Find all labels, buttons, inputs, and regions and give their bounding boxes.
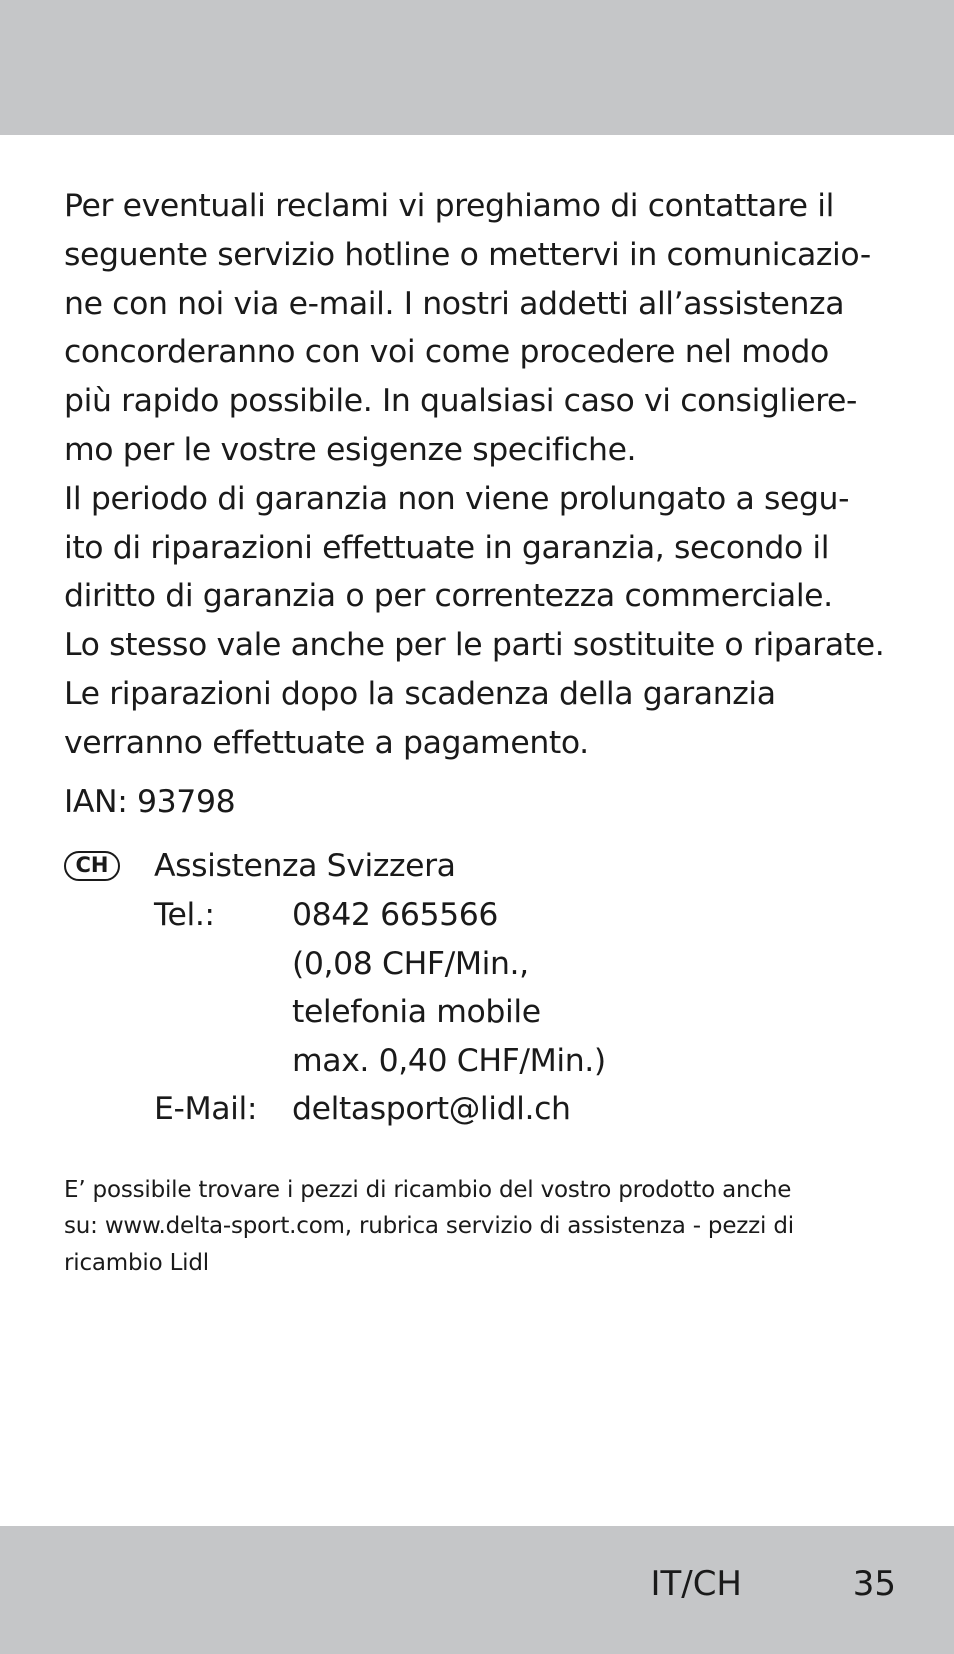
spare-parts-note: [64, 1172, 894, 1282]
email-address: deltasport@lidl.ch: [292, 1091, 571, 1128]
ian-number: IAN: 93798: [64, 783, 236, 820]
complaints-paragraph: [64, 182, 894, 475]
note-line: ricambio Lidl: [64, 1249, 209, 1276]
warranty-paragraph: [64, 475, 894, 768]
page-content: [64, 182, 894, 1304]
text-line: ne con noi via e-mail. I nostri addetti all’assistenza: [64, 285, 845, 322]
text-line: verranno effettuate a pagamento.: [64, 724, 589, 761]
footer-band: [0, 1526, 954, 1654]
tel-detail: (0,08 CHF/Min.,: [292, 945, 529, 982]
tel-detail-row: [64, 1037, 894, 1086]
tel-detail-row: [64, 988, 894, 1037]
tel-label: Tel.:: [154, 896, 215, 933]
tel-detail-row: [64, 940, 894, 989]
text-line: Lo stesso vale anche per le parti sostituite o riparate.: [64, 627, 885, 664]
header-band: [0, 0, 954, 135]
page-number: 35: [852, 1564, 896, 1604]
tel-detail: max. 0,40 CHF/Min.): [292, 1042, 606, 1079]
service-contact: [64, 842, 894, 1134]
footer-language: IT/CH: [650, 1564, 742, 1604]
text-line: diritto di garanzia o per correntezza commerciale.: [64, 578, 833, 615]
contact-title: Assistenza Svizzera: [154, 848, 456, 885]
text-line: più rapido possibile. In qualsiasi caso vi consigliere-: [64, 383, 858, 420]
note-line: su: www.delta-sport.com, rubrica servizio di assistenza - pezzi di: [64, 1213, 794, 1240]
text-line: mo per le vostre esigenze specifiche.: [64, 431, 637, 468]
note-line: E’ possibile trovare i pezzi di ricambio del vostro prodotto anche: [64, 1176, 792, 1203]
email-row: [64, 1085, 894, 1134]
text-line: ito di riparazioni effettuate in garanzia, secondo il: [64, 529, 830, 566]
text-line: Le riparazioni dopo la scadenza della garanzia: [64, 675, 776, 712]
country-badge-icon: CH: [64, 851, 120, 881]
contact-title-row: [64, 842, 894, 891]
text-line: Il periodo di garanzia non viene prolungato a segu-: [64, 480, 850, 517]
tel-detail: telefonia mobile: [292, 994, 541, 1031]
tel-row: [64, 891, 894, 940]
text-line: concorderanno con voi come procedere nel modo: [64, 334, 829, 371]
text-line: Per eventuali reclami vi preghiamo di contattare il: [64, 188, 834, 224]
text-line: seguente servizio hotline o mettervi in comunicazio-: [64, 236, 871, 273]
tel-number: 0842 665566: [292, 896, 499, 933]
email-label: E-Mail:: [154, 1091, 258, 1128]
